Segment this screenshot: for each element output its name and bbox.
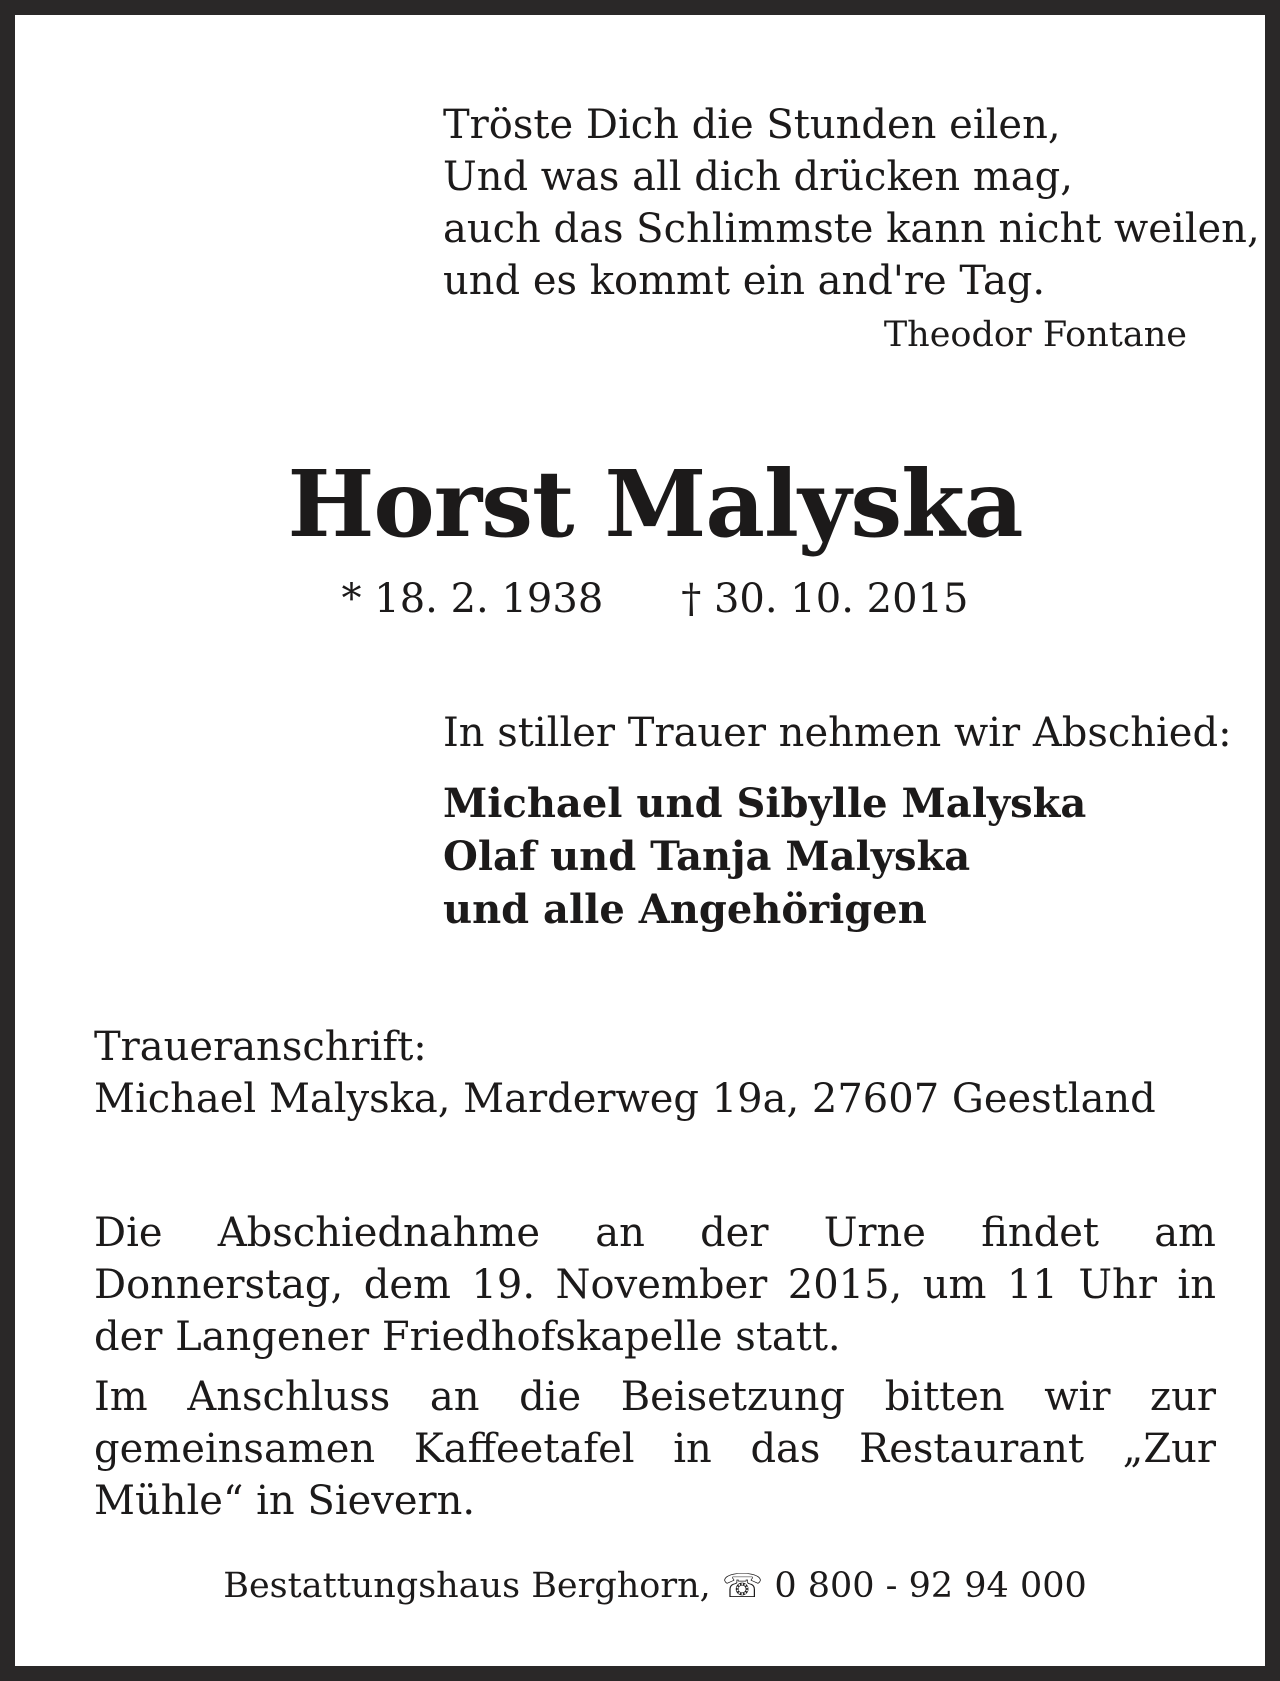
poem-block <box>443 99 1260 307</box>
mourning-intro: In stiller Trauer nehmen wir Abschied: <box>443 710 1232 756</box>
address-label: Traueranschrift: <box>94 1024 427 1070</box>
death-date: † 30. 10. 2015 <box>681 576 969 622</box>
reception-notice: Im Anschluss an die Beisetzung bitten wir zur gemeinsamen Kaffeetafel in das Restaurant „Zur Mühle“ in Sievern. <box>94 1374 1216 1524</box>
poem-line: Und was all dich drücken mag, <box>443 154 1073 200</box>
deceased-name: Horst Malyska <box>287 450 1023 558</box>
funeral-home-line <box>15 1564 1280 1608</box>
ceremony-notice: Die Abschiednahme an der Urne findet am Donnerstag, dem 19. November 2015, um 11 Uhr in der Langener Friedhofskapelle statt. <box>94 1210 1216 1360</box>
mourner-name: Olaf und Tanja Malyska <box>443 833 971 880</box>
poem-line: auch das Schlimmste kann nicht weilen, <box>443 206 1260 252</box>
telephone-icon: ☏ <box>721 1566 764 1605</box>
mourner-list <box>443 777 1086 936</box>
mourner-name: und alle Angehörigen <box>443 886 927 933</box>
address-value: Michael Malyska, Marderweg 19a, 27607 Geestland <box>94 1076 1156 1122</box>
life-dates <box>15 575 1280 623</box>
mourner-name: Michael und Sibylle Malyska <box>443 780 1087 827</box>
mourning-address <box>94 1021 1156 1125</box>
funeral-home-name: Bestattungshaus Berghorn, <box>223 1566 711 1606</box>
poem-line: und es kommt ein and're Tag. <box>443 258 1046 304</box>
funeral-home-phone: 0 800 - 92 94 000 <box>774 1566 1087 1606</box>
birth-date: * 18. 2. 1938 <box>341 576 604 622</box>
poem-author: Theodor Fontane <box>883 315 1187 355</box>
poem-line: Tröste Dich die Stunden eilen, <box>443 102 1061 148</box>
